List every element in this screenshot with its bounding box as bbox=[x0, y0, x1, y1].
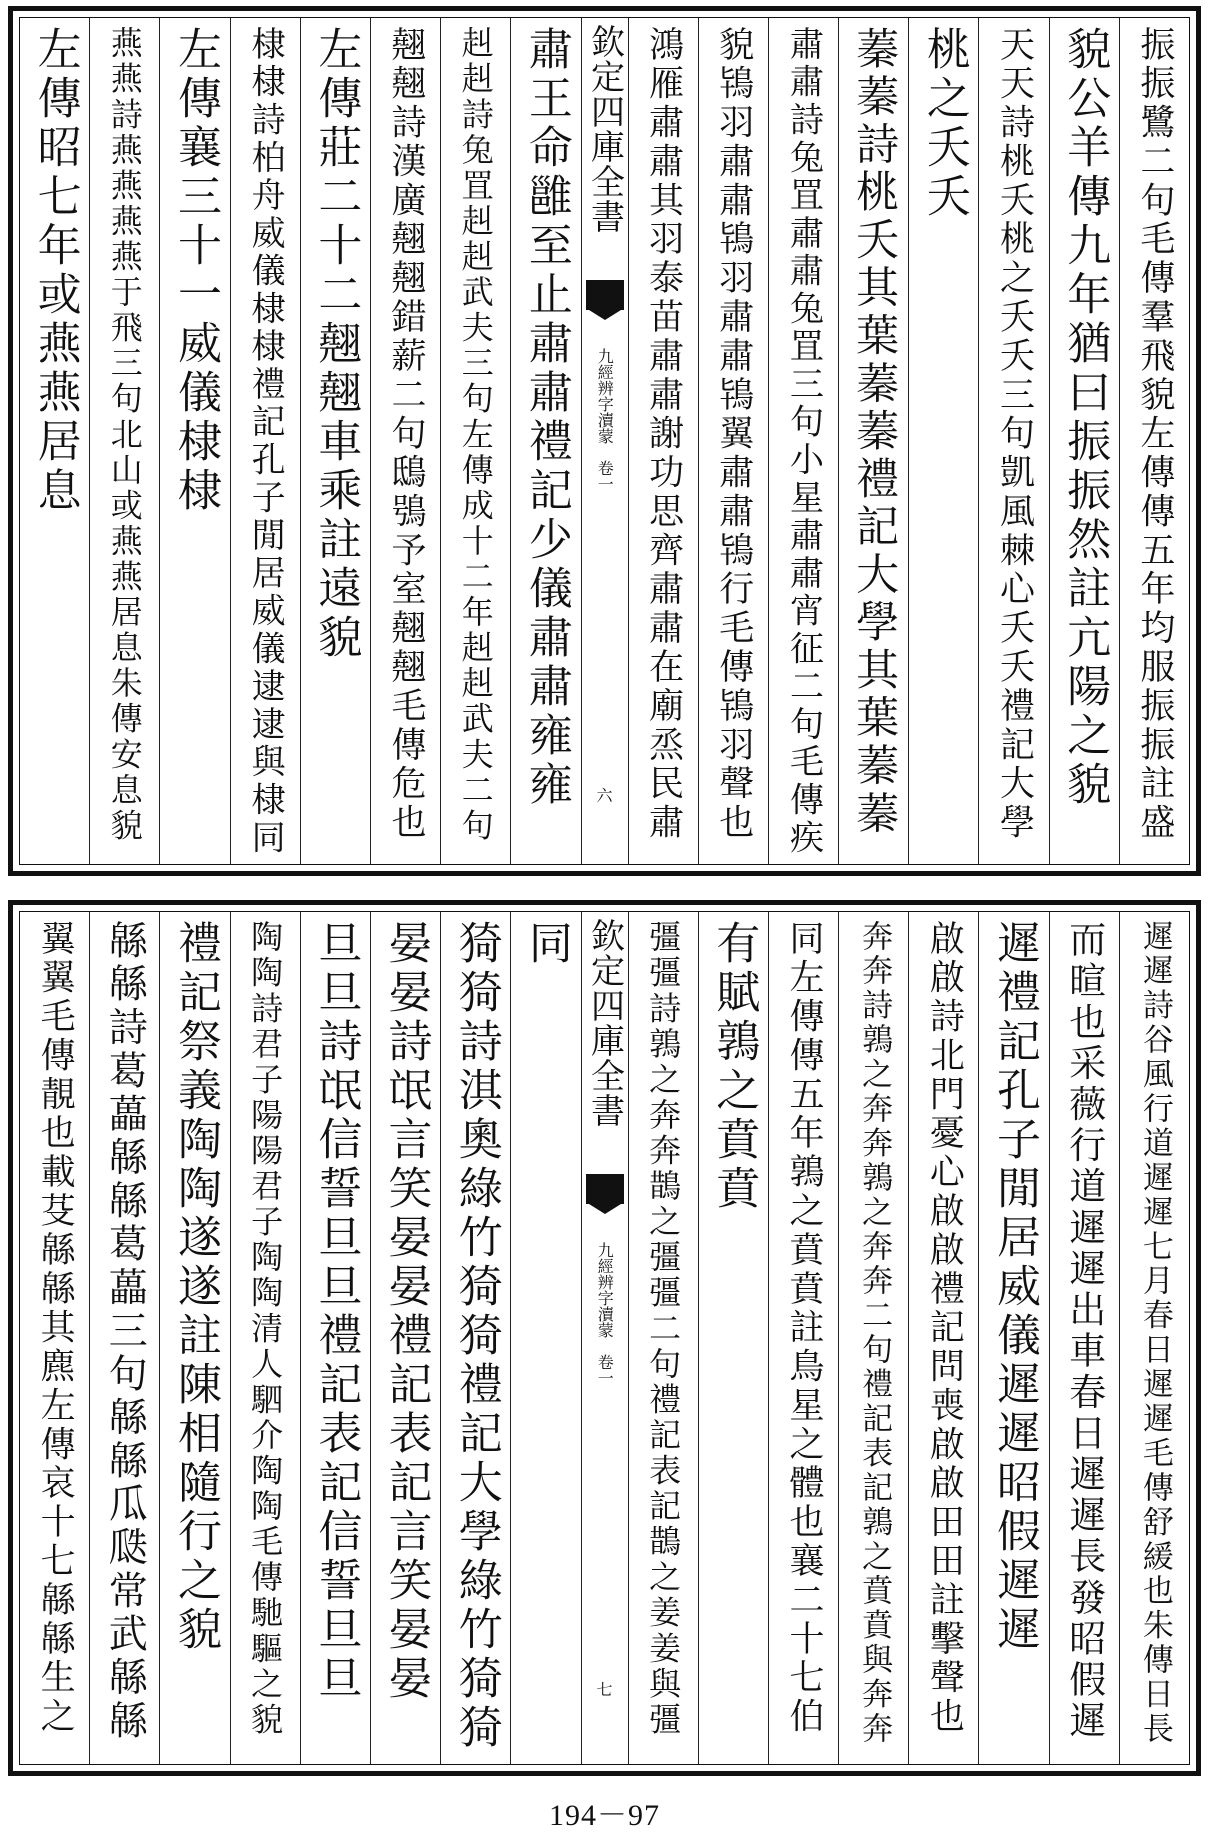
bottom-page bbox=[8, 900, 1201, 1776]
page-number: 六 bbox=[596, 786, 613, 805]
fishtail-mark bbox=[586, 280, 624, 310]
text-column: 赳赳詩兔罝赳赳武夫三句左傳成十二年赳赳武夫二句 bbox=[440, 18, 510, 864]
page-number: 七 bbox=[596, 1680, 613, 1699]
text-column: 同 bbox=[510, 912, 580, 1764]
text-column: 燕燕詩燕燕燕燕于飛三句北山或燕燕居息朱傳安息貌 bbox=[89, 18, 159, 864]
top-page bbox=[8, 6, 1201, 876]
text-column: 遲禮記孔子閒居威儀遲遲昭假遲遲 bbox=[978, 912, 1048, 1764]
text-column: 蓁蓁詩桃夭其葉蓁蓁禮記大學其葉蓁蓁 bbox=[838, 18, 908, 864]
text-column: 桃之夭夭 bbox=[908, 18, 978, 864]
text-column: 同左傳傳五年鶉之賁賁註鳥星之體也襄二十七伯 bbox=[768, 912, 838, 1764]
fishtail-mark bbox=[586, 1174, 624, 1204]
text-column: 肅肅詩兔罝肅肅兔罝三句小星肅肅宵征二句毛傳疾 bbox=[768, 18, 838, 864]
text-column: 禮記祭義陶陶遂遂註陳相隨行之貌 bbox=[159, 912, 229, 1764]
book-title: 欽定四庫全書 bbox=[584, 918, 625, 1128]
text-column: 棣棣詩柏舟威儀棣棣禮記孔子閒居威儀逮逮與棣同 bbox=[230, 18, 300, 864]
text-column: 翹翹詩漢廣翹翹錯薪二句鴟鴞予室翹翹毛傳危也 bbox=[370, 18, 440, 864]
text-column: 晏晏詩氓言笑晏晏禮記表記言笑晏晏 bbox=[370, 912, 440, 1764]
top-page-frame bbox=[19, 17, 1190, 865]
book-title: 欽定四庫全書 bbox=[584, 24, 625, 234]
text-column: 彊彊詩鶉之奔奔鵲之彊彊二句禮記表記鵲之姜姜與彊 bbox=[628, 912, 698, 1764]
text-column: 鴻雁肅肅其羽泰苗肅肅謝功思齊肅肅在廟烝民肅 bbox=[628, 18, 698, 864]
text-column: 肅王命雝至止肅肅禮記少儀肅肅雍雍 bbox=[510, 18, 580, 864]
top-page-columns bbox=[20, 18, 1189, 864]
text-column: 遲遲詩谷風行道遲遲七月春日遲遲毛傳舒緩也朱傳日長 bbox=[1119, 912, 1189, 1764]
text-column: 貌公羊傳九年猶曰振振然註亢陽之貌 bbox=[1049, 18, 1119, 864]
folio-number: 194－97 bbox=[549, 1799, 660, 1832]
text-column: 奔奔詩鶉之奔奔鶉之奔奔二句禮記表記鶉之賁賁與奔奔 bbox=[838, 912, 908, 1764]
text-column: 振振鷺二句毛傳羣飛貌左傳傳五年均服振振註盛 bbox=[1119, 18, 1189, 864]
text-column: 緜緜詩葛藟緜緜葛藟三句緜緜瓜瓞常武緜緜 bbox=[89, 912, 159, 1764]
volume-label: 九經辨字瀆蒙 卷一 bbox=[595, 1242, 615, 1386]
text-column: 猗猗詩淇奧綠竹猗猗禮記大學綠竹猗猗 bbox=[440, 912, 510, 1764]
text-column: 天天詩桃夭桃之夭夭三句凱風棘心夭夭禮記大學 bbox=[978, 18, 1048, 864]
text-column: 翼翼毛傳靚也載芟緜緜其麃左傳哀十七緜緜生之 bbox=[35, 920, 76, 1737]
center-fold bbox=[581, 912, 628, 1764]
text-column: 左傳莊二十二翹翹車乘註遠貌 bbox=[300, 18, 370, 864]
bottom-page-columns bbox=[20, 912, 1189, 1764]
bottom-page-frame bbox=[19, 911, 1190, 1765]
text-column: 啟啟詩北門憂心啟啟禮記問喪啟啟田田註擊聲也 bbox=[908, 912, 978, 1764]
text-column: 左傳昭七年或燕燕居息 bbox=[29, 26, 81, 516]
text-column: 貌鴇羽肅肅鴇羽肅肅鴇翼肅肅鴇行毛傳鴇羽聲也 bbox=[698, 18, 768, 864]
text-column: 而暄也采薇行道遲遲出車春日遲遲長發昭假遲 bbox=[1049, 912, 1119, 1764]
volume-label: 九經辨字瀆蒙 卷一 bbox=[595, 348, 615, 492]
text-column: 左傳襄三十一威儀棣棣 bbox=[159, 18, 229, 864]
text-column: 旦旦詩氓信誓旦旦禮記表記信誓旦旦 bbox=[300, 912, 370, 1764]
text-column: 有賦鶉之賁賁 bbox=[698, 912, 768, 1764]
center-fold bbox=[581, 18, 628, 864]
text-column: 陶陶詩君子陽陽君子陶陶清人駟介陶陶毛傳馳驅之貌 bbox=[230, 912, 300, 1764]
